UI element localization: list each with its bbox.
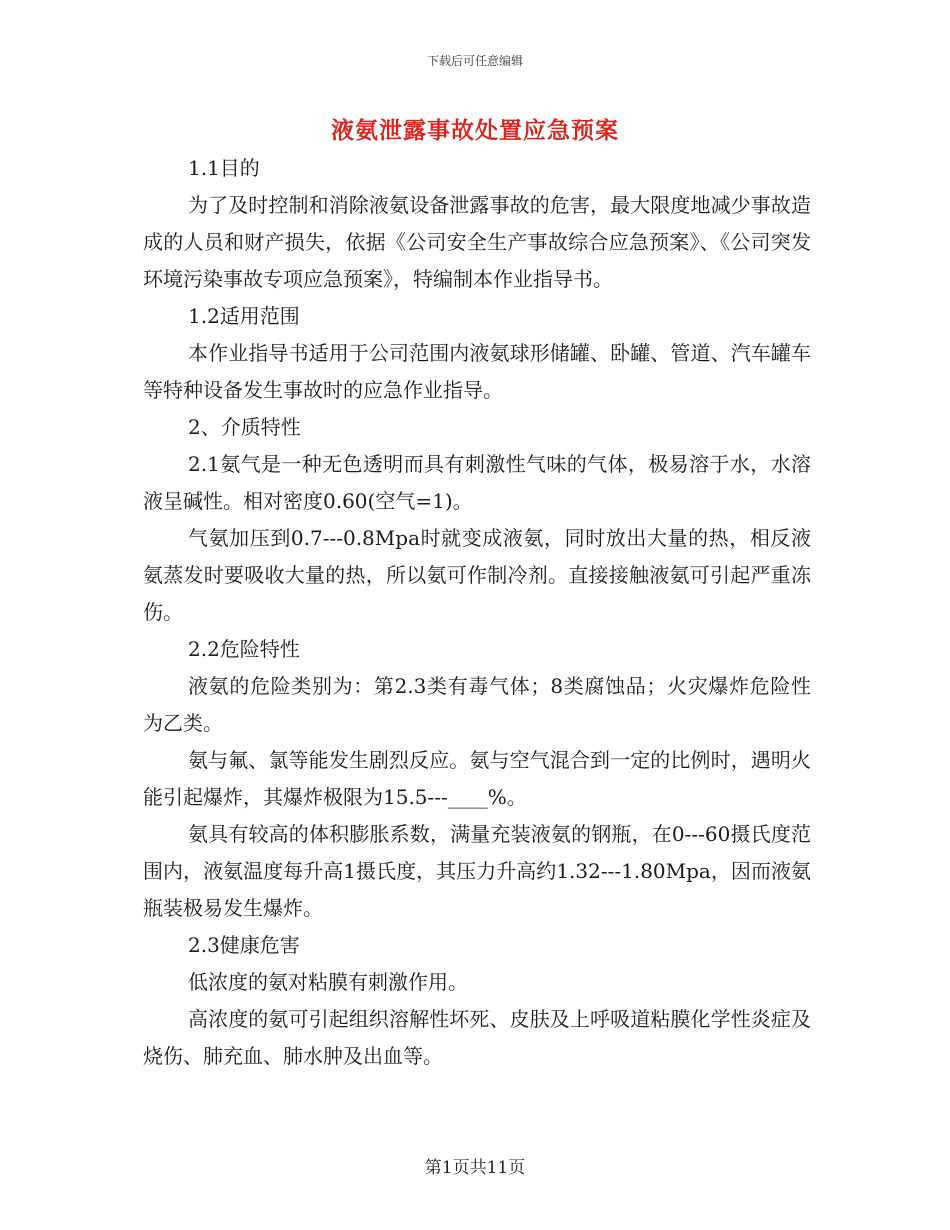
paragraph-purpose: 为了及时控制和消除液氨设备泄露事故的危害，最大限度地减少事故造成的人员和财产损失，依据《公司安全生产事故综合应急预案》、《公司突发环境污染事故专项应急预案》，特编制本作业指导书。 xyxy=(143,193,811,291)
paragraph-hazard-class: 液氨的危险类别为：第2.3类有毒气体；8类腐蚀品；火灾爆炸危险性为乙类。 xyxy=(143,674,811,735)
paragraph-scope: 本作业指导书适用于公司范围内液氨球形储罐、卧罐、管道、汽车罐车等特种设备发生事故时的应急作业指导。 xyxy=(143,341,811,402)
heading-hazards: 2.2危险特性 xyxy=(188,637,300,661)
heading-health: 2.3健康危害 xyxy=(188,933,300,957)
paragraph-expansion: 氨具有较高的体积膨胀系数，满量充装液氨的钢瓶，在0---60摄氏度范围内，液氨温度每升高1摄氏度，其压力升高约1.32---1.80Mpa，因而液氨瓶装极易发生爆炸。 xyxy=(143,822,811,920)
paragraph-low-concentration: 低浓度的氨对粘膜有刺激作用。 xyxy=(188,970,468,994)
document-title: 液氨泄露事故处置应急预案 xyxy=(331,117,619,144)
heading-scope: 1.2适用范围 xyxy=(188,304,300,328)
paragraph-reactions: 氨与氟、氯等能发生剧烈反应。氨与空气混合到一定的比例时，遇明火能引起爆炸，其爆炸极限为15.5---____%。 xyxy=(143,748,811,809)
heading-properties: 2、介质特性 xyxy=(188,415,301,439)
paragraph-ammonia-gas: 2.1氨气是一种无色透明而具有刺激性气味的气体，极易溶于水，水溶液呈碱性。相对密度0.60(空气=1)。 xyxy=(143,452,811,513)
paragraph-high-concentration: 高浓度的氨可引起组织溶解性坏死、皮肤及上呼吸道粘膜化学性炎症及烧伤、肺充血、肺水肿及出血等。 xyxy=(143,1007,811,1068)
page-header: 下载后可任意编辑 xyxy=(426,54,523,68)
paragraph-pressurization: 气氨加压到0.7---0.8Mpa时就变成液氨，同时放出大量的热，相反液氨蒸发时要吸收大量的热，所以氨可作制冷剂。直接接触液氨可引起严重冻伤。 xyxy=(143,526,811,624)
document-body xyxy=(143,150,811,1075)
page-number: 第1页共11页 xyxy=(424,1158,526,1178)
heading-purpose: 1.1目的 xyxy=(188,156,260,180)
